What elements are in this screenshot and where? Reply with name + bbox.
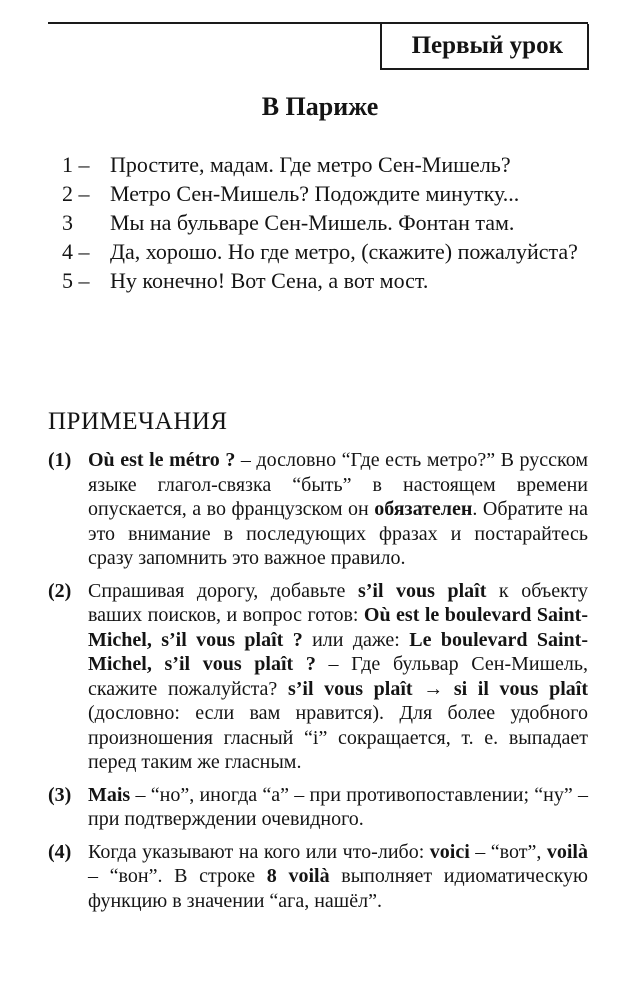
note-text-part: Когда указывают на кого или что-либо: — [88, 840, 430, 863]
note-number: (3) — [48, 783, 72, 806]
note-number: (2) — [48, 579, 72, 602]
notes-heading: ПРИМЕЧАНИЯ — [48, 408, 228, 435]
dialogue — [62, 150, 622, 295]
note-number: (4) — [48, 840, 72, 863]
french-phrase: voilà — [546, 840, 588, 863]
french-phrase: Le boulevard Saint-Michel, s’il vous plaît ? — [88, 628, 588, 675]
french-phrase: Où est le métro ? — [88, 449, 236, 471]
note-item — [48, 448, 588, 571]
french-phrase: s’il vous plaît → si il vous plaît — [287, 677, 588, 700]
dialogue-line — [62, 150, 622, 179]
note-text-part: – Где бульвар Сен-Мишель, скажите пожалуйста? — [88, 653, 588, 700]
dialogue-line-text: Мы на бульваре Сен-Мишель. Фонтан там. — [110, 210, 515, 235]
note-text-part: . Обратите на это внимание в последующих фразах и постарайтесь сразу запомнить это важное правило. — [88, 498, 588, 569]
note-text-part: выполняет идиоматическую функцию в значении “ага, нашёл”. — [88, 865, 588, 912]
note-text — [88, 579, 588, 775]
dialogue-line-text: Да, хорошо. Но где метро, (скажите) пожалуйста? — [110, 239, 578, 264]
notes-list — [48, 448, 588, 921]
dialogue-line — [62, 208, 622, 237]
note-text-part: к объекту ваших поисков, и вопрос готов: — [88, 579, 589, 626]
dialogue-line-number: 5 – — [62, 268, 90, 293]
dialogue-line — [62, 179, 622, 208]
header-box — [380, 24, 589, 70]
dialogue-line-text: Ну конечно! Вот Сена, а вот мост. — [110, 268, 429, 293]
note-text — [88, 448, 588, 571]
note-item — [48, 579, 588, 775]
dialogue-line-number: 4 – — [62, 239, 90, 264]
dialogue-line-text: Метро Сен-Мишель? Подождите минутку... — [110, 181, 520, 206]
dialogue-line — [62, 266, 622, 295]
french-phrase: voici — [429, 840, 470, 863]
note-text — [88, 840, 588, 914]
dialogue-line-number: 3 — [62, 210, 73, 235]
lesson-label: Первый урок — [411, 32, 563, 59]
dialogue-line-text: Простите, мадам. Где метро Сен-Мишель? — [110, 152, 511, 177]
note-text-part: – “вот”, — [469, 840, 547, 863]
note-text-part: (дословно: если вам нравится). Для более удобного произношения гласный “i” сокращается, т. е. выпадает перед таким же гласным. — [88, 702, 588, 773]
french-phrase: Où est le boulevard Saint-Michel, s’il vous plaît ? — [88, 604, 588, 651]
note-text-part: Спрашивая дорогу, добавьте — [88, 579, 358, 602]
note-text-part: – “вон”. В строке — [88, 865, 267, 887]
dialogue-line-number: 2 – — [62, 181, 90, 206]
note-item — [48, 783, 588, 832]
note-text-part: или даже: — [302, 628, 410, 651]
dialogue-line-number: 1 – — [62, 152, 90, 177]
note-text — [88, 783, 588, 832]
note-number: (1) — [48, 449, 72, 471]
french-phrase: s’il vous plaît — [357, 579, 487, 602]
french-phrase: Mais — [88, 783, 131, 806]
french-phrase: 8 voilà — [266, 865, 330, 887]
note-item — [48, 840, 588, 914]
emphasis: обязателен — [374, 498, 473, 520]
note-text-part: – “но”, иногда “а” – при противопоставлении; “ну” – при подтверждении очевидного. — [88, 783, 588, 830]
lesson-title: В Париже — [261, 92, 379, 121]
dialogue-line — [62, 237, 622, 266]
note-text-part: – дословно “Где есть метро?” В русском языке глагол-связка “быть” в настоящем времени опускается, а во французском он — [88, 449, 588, 520]
